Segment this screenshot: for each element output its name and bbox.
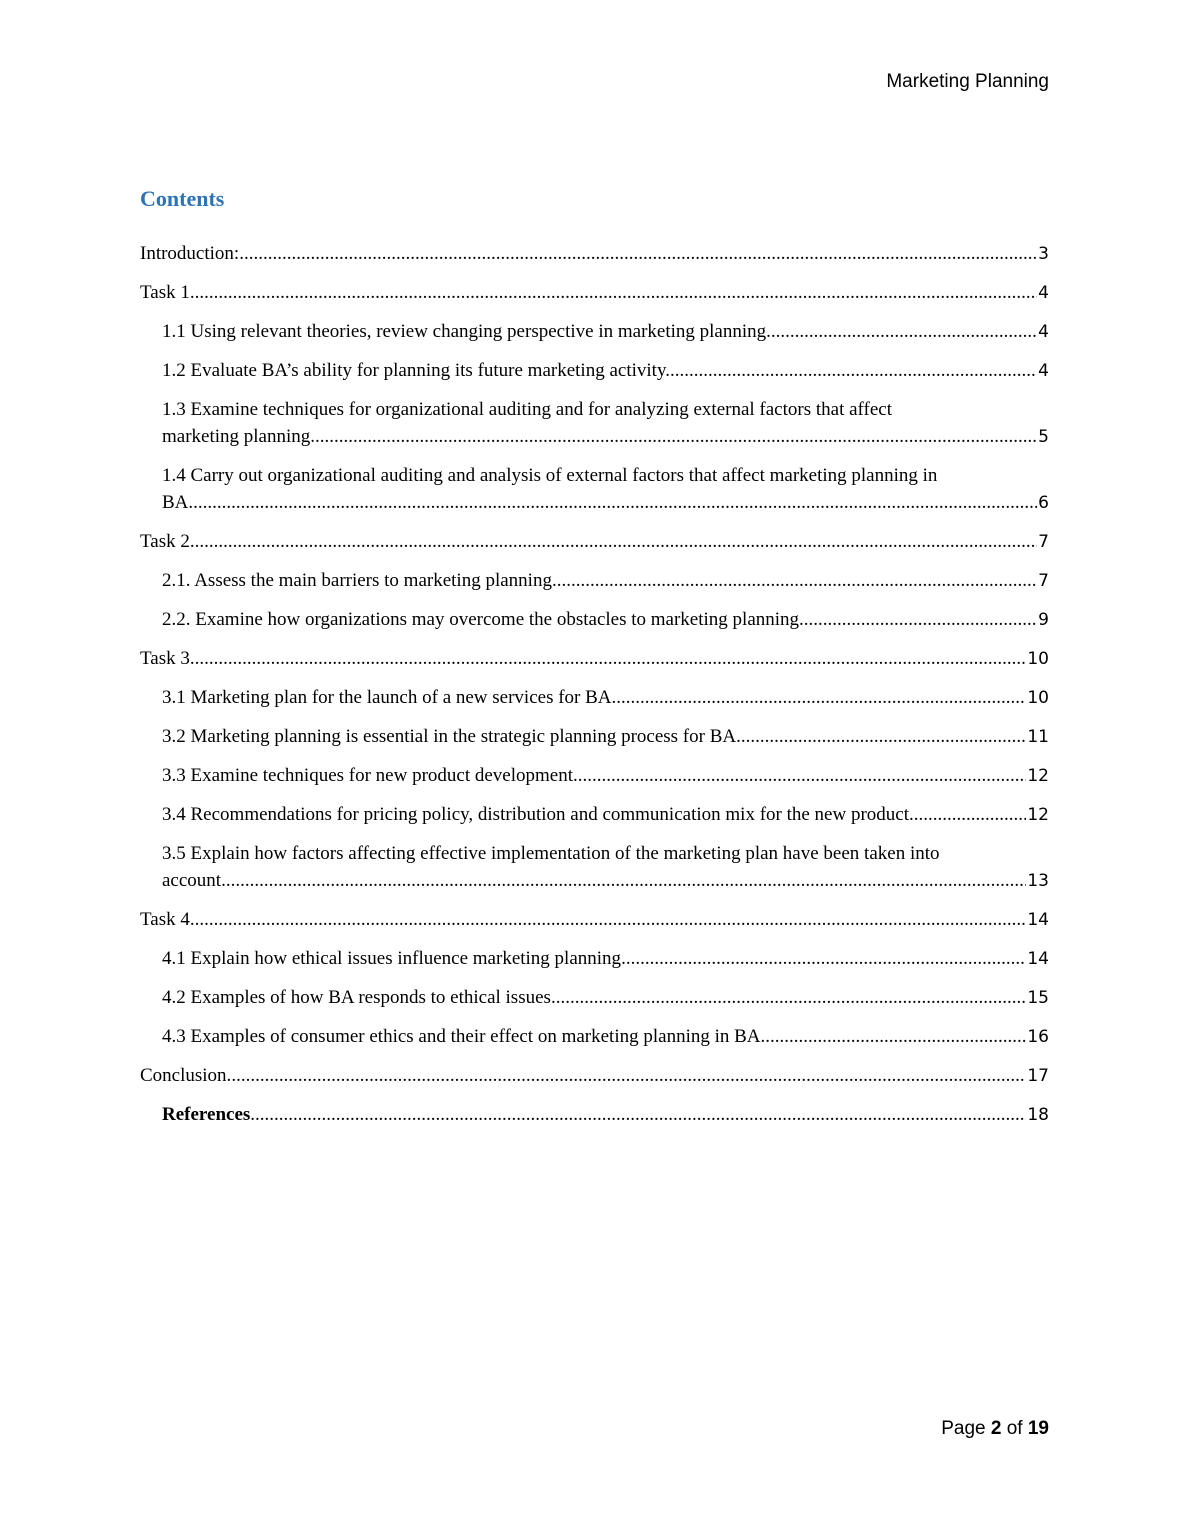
- toc-entry-label: Introduction:: [140, 243, 240, 264]
- footer-page-prefix: Page: [941, 1418, 986, 1439]
- toc-entry-page-number: 6: [1038, 493, 1049, 513]
- toc-entry-label: 3.3 Examine techniques for new product development: [162, 765, 574, 786]
- toc-entry-label: 2.2. Examine how organizations may overcome the obstacles to marketing planning.: [162, 609, 804, 630]
- toc-leader-dots: [670, 357, 1037, 384]
- toc-leader-dots: [573, 762, 1026, 789]
- toc-entry-page-number: 14: [1027, 910, 1049, 930]
- toc-entry[interactable]: [140, 762, 1049, 790]
- toc-entry[interactable]: [140, 528, 1049, 556]
- toc-entry-label: 4.2 Examples of how BA responds to ethical issues: [162, 987, 551, 1008]
- toc-entry-label-line1: 3.5 Explain how factors affecting effective implementation of the marketing plan have been taken into: [162, 843, 940, 864]
- toc-entry-label: 1.2 Evaluate BA’s ability for planning its future marketing activity.: [162, 360, 670, 381]
- toc-leader-dots: [557, 567, 1037, 594]
- toc-entry[interactable]: [140, 984, 1049, 1012]
- toc-leader-dots: [771, 318, 1037, 345]
- toc-entry[interactable]: [140, 1023, 1049, 1051]
- toc-entry[interactable]: [140, 645, 1049, 673]
- table-of-contents: [140, 240, 1049, 1140]
- toc-leader-dots: [190, 645, 1027, 672]
- toc-entry-page-number: 14: [1027, 949, 1049, 969]
- toc-leader-dots: [250, 1101, 1026, 1128]
- toc-entry[interactable]: [140, 606, 1049, 634]
- toc-entry-label: Task 4: [140, 909, 190, 930]
- toc-entry-page-number: 12: [1027, 766, 1049, 786]
- toc-entry-label-line1: 1.3 Examine techniques for organizational auditing and for analyzing external factors that affect: [162, 399, 892, 420]
- toc-entry-label: References: [162, 1104, 251, 1125]
- toc-entry[interactable]: [140, 396, 1049, 451]
- toc-leader-dots: [190, 528, 1037, 555]
- toc-entry-page-number: 4: [1038, 322, 1049, 342]
- toc-leader-dots: [239, 240, 1037, 267]
- toc-entry-label: account.: [162, 870, 226, 891]
- toc-entry-page-number: 7: [1038, 571, 1049, 591]
- toc-entry-label: Task 1: [140, 282, 190, 303]
- toc-entry-page-number: 13: [1027, 871, 1049, 891]
- toc-entry-label: 3.2 Marketing planning is essential in the strategic planning process for BA: [162, 726, 737, 747]
- toc-entry-label: marketing planning.: [162, 426, 316, 447]
- toc-entry-page-number: 9: [1038, 610, 1049, 630]
- toc-entry[interactable]: [140, 723, 1049, 751]
- toc-entry-label: 3.1 Marketing plan for the launch of a new services for BA: [162, 687, 612, 708]
- toc-entry-page-number: 5: [1038, 427, 1049, 447]
- toc-entry-page-number: 4: [1038, 361, 1049, 381]
- toc-entry[interactable]: [140, 801, 1049, 829]
- toc-entry-label: 3.4 Recommendations for pricing policy, distribution and communication mix for the new product: [162, 804, 910, 825]
- toc-entry-page-number: 7: [1038, 532, 1049, 552]
- toc-entry-label: Task 3: [140, 648, 190, 669]
- toc-entry[interactable]: [140, 906, 1049, 934]
- toc-entry-page-number: 11: [1027, 727, 1049, 747]
- toc-entry-label: Task 2: [140, 531, 190, 552]
- toc-entry[interactable]: [140, 567, 1049, 595]
- footer-total-pages: 19: [1027, 1418, 1049, 1439]
- footer-of: of: [1006, 1418, 1023, 1439]
- toc-leader-dots: [909, 801, 1026, 828]
- toc-entry[interactable]: [140, 357, 1049, 385]
- toc-leader-dots: [736, 723, 1026, 750]
- toc-entry-label-line1: 1.4 Carry out organizational auditing and analysis of external factors that affect marketing planning in: [162, 465, 938, 486]
- toc-entry-page-number: 12: [1027, 805, 1049, 825]
- toc-leader-dots: [551, 984, 1026, 1011]
- toc-entry-label: 2.1. Assess the main barriers to marketing planning.: [162, 570, 557, 591]
- toc-entry[interactable]: [140, 1062, 1049, 1090]
- toc-entry-page-number: 3: [1038, 244, 1049, 264]
- toc-entry-label: Conclusion.: [140, 1065, 232, 1086]
- toc-entry-label: 1.1 Using relevant theories, review changing perspective in marketing planning.: [162, 321, 771, 342]
- toc-leader-dots: [315, 423, 1037, 450]
- toc-leader-dots: [190, 279, 1037, 306]
- toc-entry-page-number: 15: [1027, 988, 1049, 1008]
- toc-entry[interactable]: [140, 240, 1049, 268]
- toc-leader-dots: [193, 489, 1037, 516]
- toc-leader-dots: [190, 906, 1027, 933]
- toc-entry-page-number: 16: [1027, 1027, 1049, 1047]
- toc-entry[interactable]: [140, 684, 1049, 712]
- toc-leader-dots: [231, 1062, 1026, 1089]
- toc-entry-label: 4.3 Examples of consumer ethics and their effect on marketing planning in BA: [162, 1026, 761, 1047]
- footer-current-page: 2: [990, 1418, 1002, 1439]
- toc-entry-page-number: 17: [1027, 1066, 1049, 1086]
- toc-entry-page-number: 4: [1038, 283, 1049, 303]
- toc-entry[interactable]: [140, 462, 1049, 517]
- toc-entry[interactable]: [140, 318, 1049, 346]
- toc-entry[interactable]: [140, 1101, 1049, 1129]
- page-footer: [941, 1418, 1049, 1440]
- toc-leader-dots: [804, 606, 1037, 633]
- toc-heading: Contents: [140, 186, 225, 211]
- toc-entry[interactable]: [140, 945, 1049, 973]
- toc-entry[interactable]: [140, 279, 1049, 307]
- page-header-title: Marketing Planning: [886, 71, 1049, 92]
- toc-leader-dots: [621, 945, 1026, 972]
- toc-entry-page-number: 10: [1027, 649, 1049, 669]
- toc-leader-dots: [612, 684, 1027, 711]
- toc-leader-dots: [226, 867, 1027, 894]
- toc-entry[interactable]: [140, 840, 1049, 895]
- toc-leader-dots: [761, 1023, 1027, 1050]
- toc-entry-page-number: 10: [1027, 688, 1049, 708]
- toc-entry-page-number: 18: [1027, 1105, 1049, 1125]
- toc-entry-label: BA.: [162, 492, 194, 513]
- toc-entry-label: 4.1 Explain how ethical issues influence marketing planning: [162, 948, 622, 969]
